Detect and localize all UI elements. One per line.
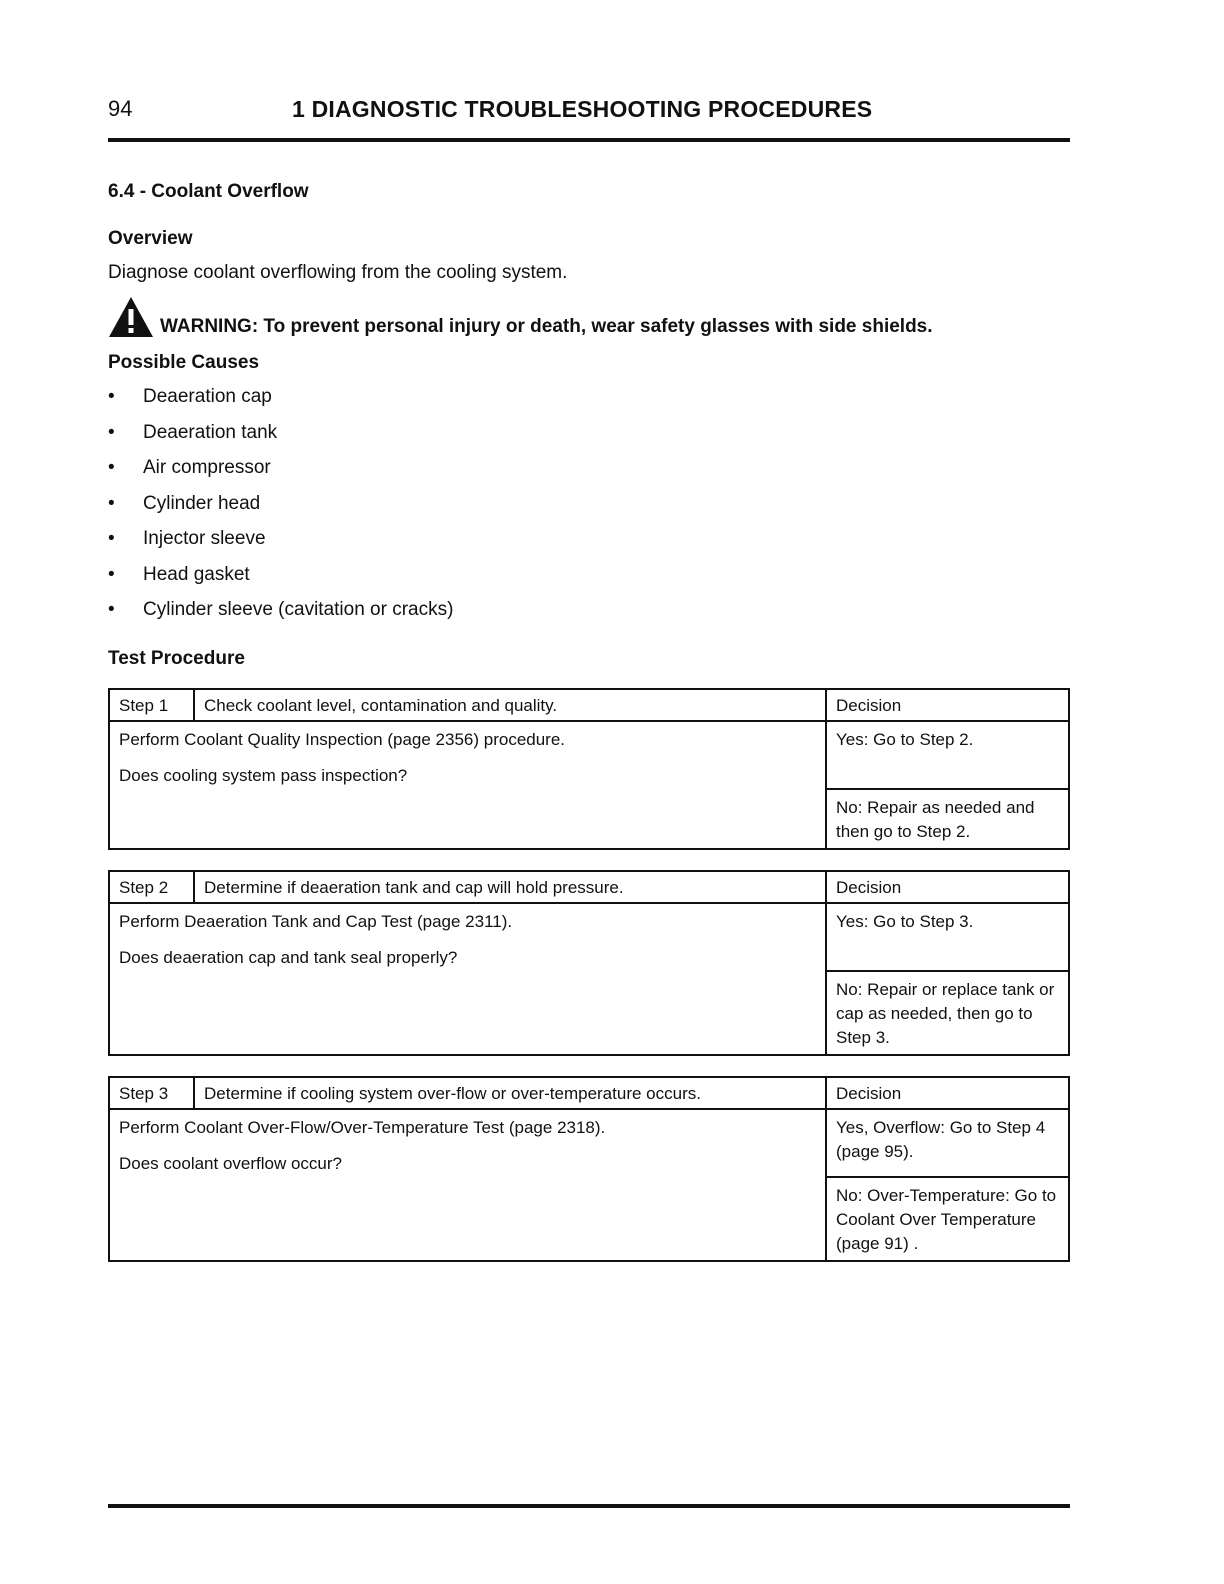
decision-header-cell	[826, 871, 1069, 903]
table-row	[109, 903, 1069, 971]
overview-text: Diagnose coolant overflowing from the cooling system.	[108, 262, 568, 283]
warning-text: WARNING: To prevent personal injury or death, wear safety glasses with side shields.	[160, 316, 933, 337]
cause-text: Cylinder head	[143, 492, 261, 514]
table-row	[109, 1109, 1069, 1177]
decision-yes-cell	[826, 903, 1069, 971]
decision-no-cell	[826, 971, 1069, 1055]
cause-text: Cylinder sleeve (cavitation or cracks)	[143, 599, 454, 620]
cause-text: Deaeration tank	[143, 421, 278, 443]
decision-yes: Yes: Go to Step 3.	[836, 912, 974, 931]
decision-yes-cell	[826, 1109, 1069, 1177]
decision-no-cell	[826, 1177, 1069, 1261]
step-number-cell	[109, 689, 194, 721]
procedure-text: Perform Coolant Over-Flow/Over-Temperature Test (page 2318).	[119, 1118, 606, 1137]
step-1-table	[108, 688, 1070, 850]
step-number-cell	[109, 1077, 194, 1109]
step-action: Determine if deaeration tank and cap will hold pressure.	[204, 878, 624, 897]
table-row	[109, 871, 1069, 903]
procedure-cell	[109, 1109, 826, 1261]
footer-divider	[108, 1504, 1070, 1508]
table-row	[109, 689, 1069, 721]
cause-text: Air compressor	[143, 457, 271, 478]
warning-triangle-icon	[108, 296, 154, 338]
possible-causes-heading: Possible Causes	[108, 352, 260, 373]
decision-no: No: Repair or replace tank or cap as needed, then go to Step 3.	[836, 980, 1055, 1047]
decision-header: Decision	[836, 696, 902, 715]
cause-text: Head gasket	[143, 563, 250, 585]
bullet-icon: •	[108, 421, 115, 443]
procedure-text: Perform Deaeration Tank and Cap Test (page 2311).	[119, 912, 513, 931]
procedure-cell	[109, 721, 826, 849]
warning-callout	[108, 296, 1070, 340]
question-text: Does cooling system pass inspection?	[119, 766, 408, 785]
decision-header-cell	[826, 689, 1069, 721]
procedure-text: Perform Coolant Quality Inspection (page 2356) procedure.	[119, 730, 566, 749]
chapter-title: 1 DIAGNOSTIC TROUBLESHOOTING PROCEDURES	[292, 96, 873, 122]
table-row	[109, 721, 1069, 789]
decision-header-cell	[826, 1077, 1069, 1109]
decision-yes: Yes, Overflow: Go to Step 4 (page 95).	[836, 1118, 1046, 1161]
bullet-icon: •	[108, 599, 115, 620]
question-text: Does coolant overflow occur?	[119, 1154, 343, 1173]
step-2-table	[108, 870, 1070, 1056]
bullet-icon: •	[108, 528, 115, 549]
decision-no-cell	[826, 789, 1069, 849]
step-number-cell	[109, 871, 194, 903]
page-number: 94	[108, 96, 133, 121]
procedure-cell	[109, 903, 826, 1055]
header-divider	[108, 138, 1070, 142]
step-number: Step 1	[119, 696, 169, 715]
step-action-cell	[194, 871, 826, 903]
bullet-icon: •	[108, 492, 115, 514]
section-title: 6.4 - Coolant Overflow	[108, 181, 309, 202]
bullet-icon: •	[108, 457, 115, 478]
step-action: Determine if cooling system over-flow or over-temperature occurs.	[204, 1084, 701, 1103]
step-action-cell	[194, 689, 826, 721]
step-3-table	[108, 1076, 1070, 1262]
decision-yes: Yes: Go to Step 2.	[836, 730, 974, 749]
step-number: Step 2	[119, 878, 169, 897]
step-action-cell	[194, 1077, 826, 1109]
bullet-icon: •	[108, 563, 115, 585]
bullet-icon: •	[108, 386, 115, 407]
step-number: Step 3	[119, 1084, 169, 1103]
decision-yes-cell	[826, 721, 1069, 789]
table-row	[109, 1077, 1069, 1109]
decision-header: Decision	[836, 1084, 902, 1103]
page-header	[108, 96, 1070, 126]
cause-text: Deaeration cap	[143, 386, 272, 407]
cause-text: Injector sleeve	[143, 528, 266, 549]
decision-no: No: Over-Temperature: Go to Coolant Over Temperature (page 91) .	[836, 1186, 1057, 1253]
overview-heading: Overview	[108, 228, 193, 249]
question-text: Does deaeration cap and tank seal properly?	[119, 948, 458, 967]
test-procedure-heading: Test Procedure	[108, 648, 245, 669]
decision-no: No: Repair as needed and then go to Step 2.	[836, 798, 1035, 841]
decision-header: Decision	[836, 878, 902, 897]
step-action: Check coolant level, contamination and quality.	[204, 696, 558, 715]
